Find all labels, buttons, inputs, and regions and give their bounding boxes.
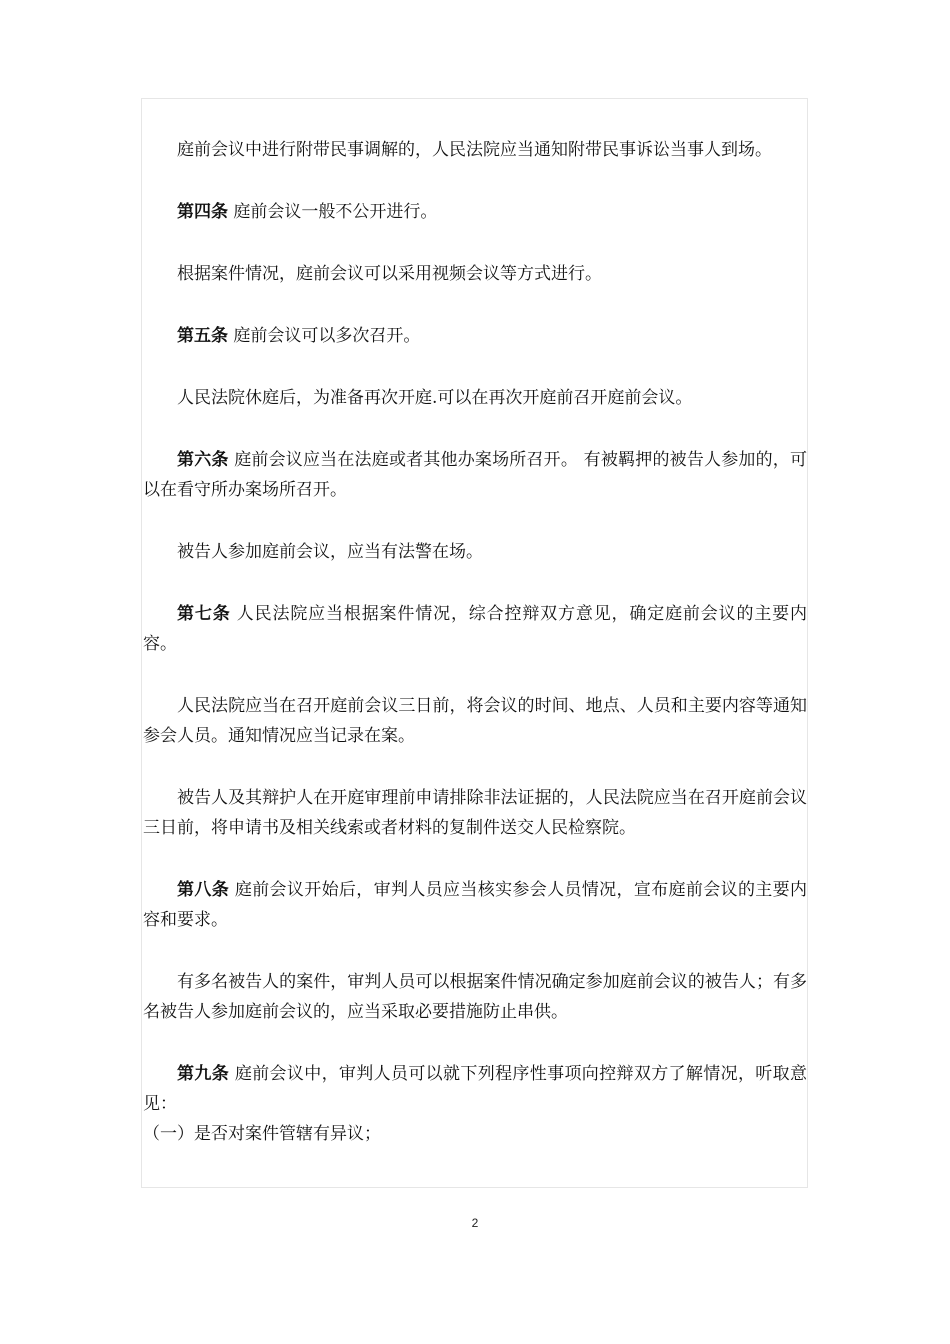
article-heading: 第六条 (177, 450, 229, 470)
paragraph-text: 根据案件情况，庭前会议可以采用视频会议等方式进行。 (177, 264, 602, 284)
paragraph-text: 人民法院休庭后，为准备再次开庭.可以在再次开庭前召开庭前会议。 (177, 388, 693, 408)
paragraph (143, 383, 807, 413)
paragraph (143, 967, 807, 1027)
paragraph-text: 被告人及其辩护人在开庭审理前申请排除非法证据的，人民法院应当在召开庭前会议三日前，将申请书及相关线索或者材料的复制件送交人民检察院。 (143, 788, 807, 838)
paragraph-text: 庭前会议可以多次召开。 (228, 326, 421, 346)
paragraph (143, 691, 807, 751)
article-heading: 第五条 (177, 326, 228, 346)
paragraph-text: 庭前会议一般不公开进行。 (228, 202, 438, 222)
paragraph (143, 259, 807, 289)
document-body (143, 135, 807, 1149)
list-item: （一）是否对案件管辖有异议； (143, 1124, 381, 1144)
article-heading: 第九条 (177, 1064, 230, 1084)
paragraph (143, 1059, 807, 1119)
paragraph (143, 599, 807, 659)
paragraph (143, 197, 807, 227)
paragraph (143, 783, 807, 843)
paragraph (143, 321, 807, 351)
article-heading: 第八条 (177, 880, 230, 900)
article-heading: 第七条 (177, 604, 231, 624)
paragraph-text: 被告人参加庭前会议，应当有法警在场。 (177, 542, 483, 562)
paragraph (143, 135, 807, 165)
paragraph-text: 庭前会议开始后，审判人员应当核实参会人员情况，宣布庭前会议的主要内容和要求。 (143, 880, 808, 930)
paragraph (143, 445, 807, 505)
paragraph-text: 庭前会议中进行附带民事调解的，人民法院应当通知附带民事诉讼当事人到场。 (177, 140, 772, 160)
paragraph (143, 537, 807, 567)
article-heading: 第四条 (177, 202, 228, 222)
paragraph-text: 庭前会议应当在法庭或者其他办案场所召开。 有被羁押的被告人参加的，可以在看守所办案场所召开。 (143, 450, 808, 500)
page-number: 2 (471, 1216, 479, 1230)
paragraph-text: 庭前会议中，审判人员可以就下列程序性事项向控辩双方了解情况，听取意见： (143, 1064, 808, 1114)
paragraph-text: 人民法院应当在召开庭前会议三日前，将会议的时间、地点、人员和主要内容等通知参会人员。通知情况应当记录在案。 (143, 696, 807, 746)
paragraph (143, 875, 807, 935)
paragraph-text: 人民法院应当根据案件情况，综合控辩双方意见，确定庭前会议的主要内容。 (143, 604, 808, 654)
paragraph-text: 有多名被告人的案件，审判人员可以根据案件情况确定参加庭前会议的被告人；有多名被告人参加庭前会议的，应当采取必要措施防止串供。 (143, 972, 807, 1022)
